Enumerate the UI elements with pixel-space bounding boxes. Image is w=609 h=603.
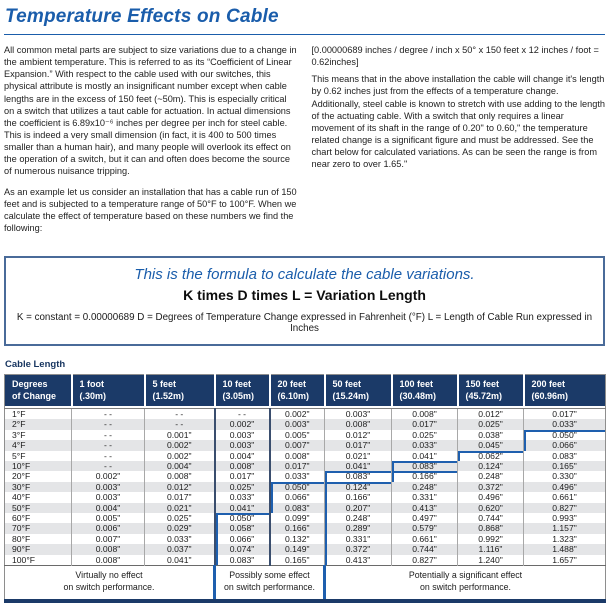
degrees-cell: 80°F — [12, 533, 31, 544]
variation-value-cell: 1.323" — [524, 534, 606, 544]
variation-value-cell: 0.012" — [145, 482, 215, 492]
variation-value-cell: - - — [72, 430, 145, 440]
variation-value-cell: 0.004" — [215, 451, 270, 461]
variation-value-cell: 0.025" — [458, 419, 524, 429]
variation-value-cell: 0.017" — [270, 461, 325, 471]
variation-value-cell: 0.003" — [72, 492, 145, 502]
variation-value-cell: 0.005" — [270, 430, 325, 440]
document-page — [4, 6, 605, 603]
intro-paragraph: All common metal parts are subject to size variations due to a change in the ambient temperature. This is referred to as its “Coefficient of Linear Expansion.” With respect to the cable used with our switches, this physical attribute is mostly an insignificant number except when cable lengths are in the excess of 150 feet (~50m). This is especially critical on a switch that utilizes a taut cable for actuation. In actual dimensions the coefficient is 6.89x10⁻⁶ inches per degree per inch for steel cable. This is indeed a very small dimension (in fact, it is 400 to 500 times smaller than a human hair), and many people will overlook its effect on the operation of a switch, but it can and often does become the source of numerous nuisance tripping. — [4, 45, 297, 177]
variation-value-cell: 0.033" — [270, 471, 325, 481]
variation-value-cell: 0.165" — [270, 555, 325, 566]
degrees-cell: 60°F — [12, 512, 31, 523]
variation-value-cell: 0.041" — [215, 503, 270, 513]
variation-value-cell: 0.248" — [392, 482, 458, 492]
variation-value-cell: 0.066" — [270, 492, 325, 502]
degrees-cell: 1°F — [12, 408, 26, 419]
table-row — [5, 440, 606, 450]
degrees-cell: 5°F — [12, 450, 26, 461]
variation-value-cell: 0.045" — [458, 440, 524, 450]
degrees-cell: 50°F — [12, 502, 31, 513]
variation-value-cell: 0.579" — [392, 523, 458, 533]
formula-box — [4, 256, 605, 346]
variation-value-cell: 0.021" — [145, 503, 215, 513]
table-row — [5, 408, 606, 419]
table-row — [5, 482, 606, 492]
variation-value-cell: 0.289" — [325, 523, 392, 533]
variation-value-cell: - - — [72, 451, 145, 461]
column-header: 10 feet (3.05m) — [215, 375, 270, 407]
intro-paragraph: As an example let us consider an installation that has a cable run of 150 feet and is subjected to a temperature range of 50°F to 100°F. When we calculate the effect of temperature based on these numbers we find the following: — [4, 186, 297, 233]
table-body — [5, 408, 606, 565]
table-row — [5, 534, 606, 544]
table-row — [5, 451, 606, 461]
degrees-cell: 30°F — [12, 481, 31, 492]
page-title: Temperature Effects on Cable — [5, 6, 279, 27]
variation-value-cell: 0.083" — [524, 451, 606, 461]
variation-value-cell: 0.207" — [325, 503, 392, 513]
variation-value-cell: 0.005" — [72, 513, 145, 523]
variation-value-cell: 0.992" — [458, 534, 524, 544]
variation-value-cell: 1.488" — [524, 544, 606, 554]
variation-value-cell: - - — [72, 408, 145, 419]
variation-value-cell: 0.413" — [392, 503, 458, 513]
variation-value-cell: 0.025" — [145, 513, 215, 523]
variation-value-cell: - - — [145, 419, 215, 429]
table-row — [5, 523, 606, 533]
variation-value-cell: 0.083" — [215, 555, 270, 566]
formula-legend: K = constant = 0.00000689 D = Degrees of Temperature Change expressed in Fahrenheit (°F) L = Length of Cable Run expressed in Inches — [16, 312, 593, 334]
variation-value-cell: - - — [145, 408, 215, 419]
variation-value-cell: 0.025" — [392, 430, 458, 440]
table-row — [5, 471, 606, 481]
table-footer-row — [5, 565, 606, 600]
formula-headline: This is the formula to calculate the cable variations. — [134, 266, 475, 283]
variation-value-cell: 0.074" — [215, 544, 270, 554]
variation-value-cell: 0.166" — [325, 492, 392, 502]
variation-value-cell: 0.012" — [458, 408, 524, 419]
table-row — [5, 513, 606, 523]
variation-value-cell: 1.157" — [524, 523, 606, 533]
column-header: 100 feet (30.48m) — [392, 375, 458, 407]
variation-value-cell: 0.017" — [392, 419, 458, 429]
variation-value-cell: 0.744" — [392, 544, 458, 554]
example-calculation: [0.00000689 inches / degree / inch x 50° x 150 feet x 12 inches / foot = 0.62inches] — [311, 45, 599, 68]
column-header: 150 feet (45.72m) — [458, 375, 524, 407]
variation-value-cell: 0.004" — [145, 461, 215, 471]
variation-value-cell: 0.166" — [270, 523, 325, 533]
variation-value-cell: 1.240" — [458, 555, 524, 566]
variation-value-cell: 0.661" — [392, 534, 458, 544]
column-header: 50 feet (15.24m) — [325, 375, 392, 407]
variation-value-cell: 0.037" — [145, 544, 215, 554]
variation-value-cell: 0.003" — [325, 408, 392, 419]
variation-value-cell: 0.149" — [270, 544, 325, 554]
variation-value-cell: 0.008" — [325, 419, 392, 429]
variation-value-cell: 0.124" — [325, 482, 392, 492]
footer-effect-zone: Potentially a significant effect on switch performance. — [325, 565, 606, 600]
table-row — [5, 492, 606, 502]
variation-value-cell: 0.827" — [524, 503, 606, 513]
variation-value-cell: 0.330" — [524, 471, 606, 481]
variation-value-cell: 0.033" — [392, 440, 458, 450]
variation-value-cell: 0.012" — [325, 430, 392, 440]
variation-value-cell: 0.003" — [270, 419, 325, 429]
variation-value-cell: 0.002" — [145, 440, 215, 450]
table-header-row — [5, 375, 606, 407]
table-row — [5, 555, 606, 566]
variation-value-cell: 0.003" — [215, 430, 270, 440]
table-row — [5, 544, 606, 554]
table-row — [5, 461, 606, 471]
table-row — [5, 430, 606, 440]
variation-value-cell: 1.116" — [458, 544, 524, 554]
variation-value-cell: 0.248" — [325, 513, 392, 523]
variation-value-cell: 0.413" — [325, 555, 392, 566]
variation-value-cell: 0.002" — [145, 451, 215, 461]
degrees-cell: 2°F — [12, 419, 26, 430]
variation-value-cell: 0.083" — [392, 461, 458, 471]
variation-value-cell: 0.099" — [270, 513, 325, 523]
variation-value-cell: 0.008" — [392, 408, 458, 419]
intro-columns — [4, 44, 605, 254]
variation-value-cell: 0.008" — [72, 544, 145, 554]
variation-value-cell: 0.025" — [215, 482, 270, 492]
column-header: 20 feet (6.10m) — [270, 375, 325, 407]
column-header: 5 feet (1.52m) — [145, 375, 215, 407]
variation-value-cell: 0.496" — [458, 492, 524, 502]
variation-value-cell: 0.331" — [392, 492, 458, 502]
footer-effect-zone: Virtually no effect on switch performance. — [5, 565, 215, 600]
table-row — [5, 419, 606, 429]
degrees-cell: 3°F — [12, 429, 26, 440]
variation-value-cell: 0.993" — [524, 513, 606, 523]
variation-value-cell: 0.008" — [215, 461, 270, 471]
variation-value-cell: 0.007" — [72, 534, 145, 544]
degrees-cell: 20°F — [12, 471, 31, 482]
degrees-cell: 4°F — [12, 440, 26, 451]
variation-value-cell: 0.033" — [215, 492, 270, 502]
variation-value-cell: 0.008" — [270, 451, 325, 461]
variation-value-cell: 0.038" — [458, 430, 524, 440]
degrees-cell: 40°F — [12, 492, 31, 503]
variation-value-cell: 0.008" — [145, 471, 215, 481]
variation-value-cell: 0.497" — [392, 513, 458, 523]
variation-value-cell: 0.017" — [145, 492, 215, 502]
column-header: 200 feet (60.96m) — [524, 375, 606, 407]
intro-paragraph: This means that in the above installation the cable will change it's length by 0.62 inches just from the effects of a temperature change. Additionally, steel cable is known to stretch with use adding to the length of the actuating cable. With a switch that only requires a linear movement of its shaft in the range of 0.20" to 0.60," the temperature related change is a significant figure and must be addressed. See the chart below for calculated variations. As can be seen the range is from near zero to over 1.65." — [311, 74, 605, 170]
variation-value-cell: 0.165" — [524, 461, 606, 471]
variation-value-cell: 0.033" — [524, 419, 606, 429]
table-row — [5, 503, 606, 513]
formula-equation: K times D times L = Variation Length — [183, 287, 426, 303]
footer-effect-zone: Possibly some effect on switch performance. — [215, 565, 325, 600]
variation-value-cell: 0.620" — [458, 503, 524, 513]
variation-value-cell: 0.001" — [145, 430, 215, 440]
variation-value-cell: 0.066" — [524, 440, 606, 450]
variation-value-cell: 0.331" — [325, 534, 392, 544]
variation-value-cell: 0.050" — [215, 513, 270, 523]
variation-value-cell: 0.827" — [392, 555, 458, 566]
variation-value-cell: 0.007" — [270, 440, 325, 450]
variation-value-cell: 0.050" — [524, 430, 606, 440]
table-caption: Cable Length — [5, 359, 66, 370]
variation-value-cell: 0.083" — [325, 471, 392, 481]
variation-value-cell: 0.021" — [325, 451, 392, 461]
variation-value-cell: 0.124" — [458, 461, 524, 471]
variation-value-cell: 0.002" — [270, 408, 325, 419]
variation-value-cell: 0.248" — [458, 471, 524, 481]
variation-value-cell: 0.661" — [524, 492, 606, 502]
variation-value-cell: 1.657" — [524, 555, 606, 566]
variation-value-cell: 0.017" — [325, 440, 392, 450]
degrees-cell: 90°F — [12, 544, 31, 555]
variation-value-cell: 0.058" — [215, 523, 270, 533]
variation-value-cell: 0.008" — [72, 555, 145, 566]
variation-value-cell: 0.029" — [145, 523, 215, 533]
variation-value-cell: 0.050" — [270, 482, 325, 492]
variation-value-cell: 0.132" — [270, 534, 325, 544]
variation-value-cell: 0.003" — [72, 482, 145, 492]
variation-value-cell: 0.002" — [215, 419, 270, 429]
variation-value-cell: 0.083" — [270, 503, 325, 513]
variation-value-cell: 0.372" — [325, 544, 392, 554]
variation-value-cell: 0.017" — [215, 471, 270, 481]
variation-value-cell: 0.004" — [72, 503, 145, 513]
variation-value-cell: 0.003" — [215, 440, 270, 450]
variation-value-cell: 0.496" — [524, 482, 606, 492]
variation-value-cell: 0.868" — [458, 523, 524, 533]
title-divider — [4, 34, 605, 35]
intro-right-column — [312, 44, 606, 254]
variation-value-cell: 0.041" — [392, 451, 458, 461]
variation-value-cell: 0.033" — [145, 534, 215, 544]
variation-value-cell: 0.066" — [215, 534, 270, 544]
variation-value-cell: 0.017" — [524, 408, 606, 419]
variation-value-cell: 0.744" — [458, 513, 524, 523]
column-header: Degrees of Change — [5, 375, 72, 407]
variation-value-cell: 0.062" — [458, 451, 524, 461]
variation-value-cell: 0.372" — [458, 482, 524, 492]
intro-left-column — [4, 44, 298, 254]
degrees-cell: 70°F — [12, 523, 31, 534]
variation-value-cell: 0.006" — [72, 523, 145, 533]
cable-variation-table — [4, 374, 606, 603]
variation-value-cell: 0.166" — [392, 471, 458, 481]
variation-value-cell: 0.002" — [72, 471, 145, 481]
variation-value-cell: - - — [72, 419, 145, 429]
degrees-cell: 10°F — [12, 460, 31, 471]
variation-value-cell: - - — [72, 440, 145, 450]
variation-value-cell: - - — [72, 461, 145, 471]
variation-value-cell: - - — [215, 408, 270, 419]
degrees-cell: 100°F — [12, 554, 36, 565]
variation-value-cell: 0.041" — [145, 555, 215, 566]
column-header: 1 foot (.30m) — [72, 375, 145, 407]
variation-value-cell: 0.041" — [325, 461, 392, 471]
